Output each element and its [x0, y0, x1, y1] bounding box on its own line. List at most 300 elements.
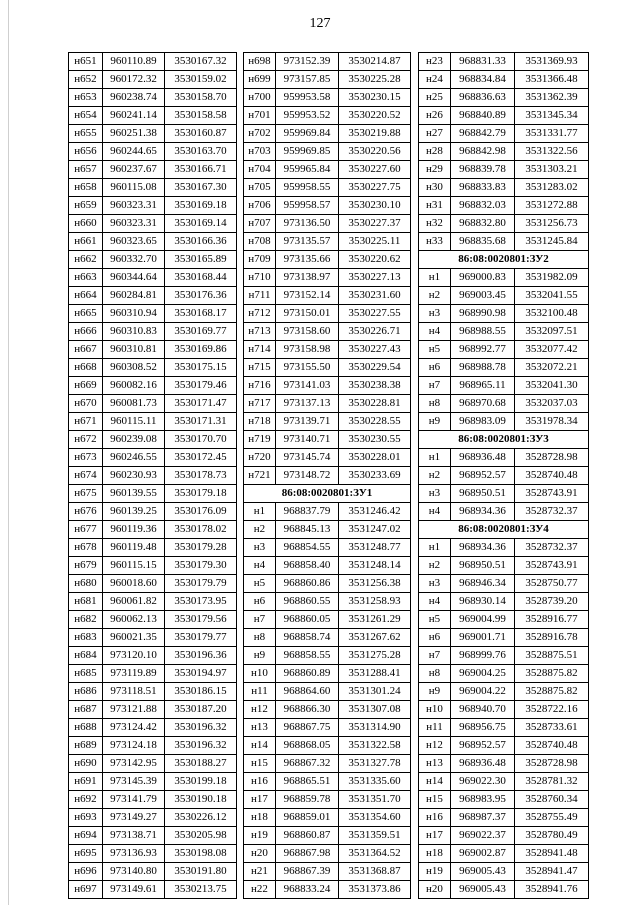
table-row [244, 197, 411, 215]
y-coordinate-cell: 3530167.32 [165, 53, 237, 71]
y-coordinate-cell: 3530169.18 [165, 197, 237, 215]
x-coordinate-cell: 973119.89 [103, 665, 165, 683]
x-coordinate-cell: 968988.78 [451, 359, 515, 377]
y-coordinate-cell: 3528755.49 [515, 809, 589, 827]
point-id-cell: н698 [244, 53, 276, 71]
x-coordinate-cell: 969004.99 [451, 611, 515, 629]
y-coordinate-cell: 3530227.43 [339, 341, 411, 359]
y-coordinate-cell: 3530214.87 [339, 53, 411, 71]
x-coordinate-cell: 973136.50 [276, 215, 339, 233]
point-id-cell: н33 [419, 233, 451, 251]
table-row [419, 701, 589, 719]
table-row [244, 395, 411, 413]
point-id-cell: н717 [244, 395, 276, 413]
section-header-row [419, 431, 589, 449]
x-coordinate-cell: 973140.71 [276, 431, 339, 449]
point-id-cell: н9 [419, 683, 451, 701]
x-coordinate-cell: 960237.67 [103, 161, 165, 179]
point-id-cell: н653 [69, 89, 103, 107]
y-coordinate-cell: 3530158.58 [165, 107, 237, 125]
point-id-cell: н1 [419, 269, 451, 287]
x-coordinate-cell: 969002.87 [451, 845, 515, 863]
table-row [244, 323, 411, 341]
x-coordinate-cell: 968946.34 [451, 575, 515, 593]
point-id-cell: н702 [244, 125, 276, 143]
point-id-cell: н4 [419, 323, 451, 341]
x-coordinate-cell: 968845.13 [276, 521, 339, 539]
table-row [69, 611, 237, 629]
y-coordinate-cell: 3530166.71 [165, 161, 237, 179]
x-coordinate-cell: 968833.24 [276, 881, 339, 899]
x-coordinate-cell: 960323.31 [103, 215, 165, 233]
table-row [69, 269, 237, 287]
table-row [69, 107, 237, 125]
x-coordinate-cell: 968983.95 [451, 791, 515, 809]
point-id-cell: н24 [419, 71, 451, 89]
table-row [69, 179, 237, 197]
coordinates-table-column-1 [68, 52, 237, 899]
point-id-cell: н3 [419, 485, 451, 503]
y-coordinate-cell: 3530205.98 [165, 827, 237, 845]
x-coordinate-cell: 960115.11 [103, 413, 165, 431]
point-id-cell: н3 [419, 305, 451, 323]
point-id-cell: н690 [69, 755, 103, 773]
table-row [69, 863, 237, 881]
x-coordinate-cell: 960344.64 [103, 269, 165, 287]
table-row [69, 449, 237, 467]
y-coordinate-cell: 3530227.60 [339, 161, 411, 179]
point-id-cell: н706 [244, 197, 276, 215]
table-row [419, 791, 589, 809]
point-id-cell: н662 [69, 251, 103, 269]
y-coordinate-cell: 3530171.31 [165, 413, 237, 431]
point-id-cell: н3 [419, 575, 451, 593]
y-coordinate-cell: 3530220.62 [339, 251, 411, 269]
x-coordinate-cell: 960238.74 [103, 89, 165, 107]
point-id-cell: н657 [69, 161, 103, 179]
x-coordinate-cell: 973142.95 [103, 755, 165, 773]
table-row [244, 611, 411, 629]
x-coordinate-cell: 968859.01 [276, 809, 339, 827]
point-id-cell: н11 [244, 683, 276, 701]
table-row [69, 467, 237, 485]
table-row [244, 377, 411, 395]
x-coordinate-cell: 973138.71 [103, 827, 165, 845]
table-row [244, 755, 411, 773]
table-row [419, 395, 589, 413]
table-row [69, 125, 237, 143]
table-row [69, 89, 237, 107]
point-id-cell: н2 [244, 521, 276, 539]
point-id-cell: н15 [244, 755, 276, 773]
table-row [244, 125, 411, 143]
x-coordinate-cell: 969022.37 [451, 827, 515, 845]
point-id-cell: н684 [69, 647, 103, 665]
y-coordinate-cell: 3530196.32 [165, 719, 237, 737]
section-header-row [244, 485, 411, 503]
x-coordinate-cell: 959969.84 [276, 125, 339, 143]
x-coordinate-cell: 973149.61 [103, 881, 165, 899]
x-coordinate-cell: 973145.39 [103, 773, 165, 791]
point-id-cell: н22 [244, 881, 276, 899]
x-coordinate-cell: 973152.39 [276, 53, 339, 71]
table-row [69, 431, 237, 449]
table-row [69, 143, 237, 161]
x-coordinate-cell: 973120.10 [103, 647, 165, 665]
point-id-cell: н673 [69, 449, 103, 467]
y-coordinate-cell: 3528740.48 [515, 737, 589, 755]
x-coordinate-cell: 960062.13 [103, 611, 165, 629]
y-coordinate-cell: 3530188.27 [165, 755, 237, 773]
point-id-cell: н1 [244, 503, 276, 521]
y-coordinate-cell: 3532041.30 [515, 377, 589, 395]
point-id-cell: н5 [244, 575, 276, 593]
table-row [69, 755, 237, 773]
y-coordinate-cell: 3530194.97 [165, 665, 237, 683]
x-coordinate-cell: 960310.81 [103, 341, 165, 359]
point-id-cell: н677 [69, 521, 103, 539]
x-coordinate-cell: 960061.82 [103, 593, 165, 611]
x-coordinate-cell: 960018.60 [103, 575, 165, 593]
y-coordinate-cell: 3530168.44 [165, 269, 237, 287]
table-row [69, 71, 237, 89]
y-coordinate-cell: 3531248.77 [339, 539, 411, 557]
table-row [419, 485, 589, 503]
y-coordinate-cell: 3530227.75 [339, 179, 411, 197]
y-coordinate-cell: 3530179.28 [165, 539, 237, 557]
point-id-cell: н8 [244, 629, 276, 647]
y-coordinate-cell: 3530225.28 [339, 71, 411, 89]
point-id-cell: н8 [419, 395, 451, 413]
table-row [244, 251, 411, 269]
table-row [419, 161, 589, 179]
y-coordinate-cell: 3532041.55 [515, 287, 589, 305]
table-row [69, 359, 237, 377]
x-coordinate-cell: 960323.31 [103, 197, 165, 215]
table-row [419, 197, 589, 215]
x-coordinate-cell: 960308.52 [103, 359, 165, 377]
table-row [69, 377, 237, 395]
table-row [419, 287, 589, 305]
y-coordinate-cell: 3531288.41 [339, 665, 411, 683]
point-id-cell: н669 [69, 377, 103, 395]
x-coordinate-cell: 960251.38 [103, 125, 165, 143]
y-coordinate-cell: 3530166.36 [165, 233, 237, 251]
point-id-cell: н10 [419, 701, 451, 719]
point-id-cell: н709 [244, 251, 276, 269]
y-coordinate-cell: 3530179.56 [165, 611, 237, 629]
table-row [244, 539, 411, 557]
x-coordinate-cell: 973158.60 [276, 323, 339, 341]
table-row [244, 647, 411, 665]
y-coordinate-cell: 3530175.15 [165, 359, 237, 377]
x-coordinate-cell: 968988.55 [451, 323, 515, 341]
y-coordinate-cell: 3530230.55 [339, 431, 411, 449]
x-coordinate-cell: 968860.55 [276, 593, 339, 611]
table-row [244, 593, 411, 611]
x-coordinate-cell: 968860.86 [276, 575, 339, 593]
table-row [69, 575, 237, 593]
y-coordinate-cell: 3532072.21 [515, 359, 589, 377]
table-row [244, 53, 411, 71]
y-coordinate-cell: 3528732.37 [515, 539, 589, 557]
point-id-cell: н27 [419, 125, 451, 143]
table-row [244, 449, 411, 467]
point-id-cell: н679 [69, 557, 103, 575]
y-coordinate-cell: 3530186.15 [165, 683, 237, 701]
table-row [419, 809, 589, 827]
point-id-cell: н1 [419, 539, 451, 557]
table-row [69, 701, 237, 719]
table-row [419, 647, 589, 665]
table-row [419, 215, 589, 233]
table-row [69, 161, 237, 179]
point-id-cell: н14 [419, 773, 451, 791]
y-coordinate-cell: 3531256.38 [339, 575, 411, 593]
point-id-cell: н10 [244, 665, 276, 683]
y-coordinate-cell: 3528760.34 [515, 791, 589, 809]
x-coordinate-cell: 968987.37 [451, 809, 515, 827]
x-coordinate-cell: 960230.93 [103, 467, 165, 485]
table-row [244, 845, 411, 863]
x-coordinate-cell: 968860.87 [276, 827, 339, 845]
point-id-cell: н1 [419, 449, 451, 467]
y-coordinate-cell: 3530227.55 [339, 305, 411, 323]
x-coordinate-cell: 968867.32 [276, 755, 339, 773]
point-id-cell: н715 [244, 359, 276, 377]
x-coordinate-cell: 968833.83 [451, 179, 515, 197]
y-coordinate-cell: 3530172.45 [165, 449, 237, 467]
section-header-row [419, 521, 589, 539]
point-id-cell: н685 [69, 665, 103, 683]
point-id-cell: н692 [69, 791, 103, 809]
point-id-cell: н682 [69, 611, 103, 629]
y-coordinate-cell: 3528941.48 [515, 845, 589, 863]
x-coordinate-cell: 960082.16 [103, 377, 165, 395]
y-coordinate-cell: 3530163.70 [165, 143, 237, 161]
y-coordinate-cell: 3530179.46 [165, 377, 237, 395]
table-row [69, 413, 237, 431]
x-coordinate-cell: 959953.52 [276, 107, 339, 125]
point-id-cell: н694 [69, 827, 103, 845]
point-id-cell: н668 [69, 359, 103, 377]
y-coordinate-cell: 3528728.98 [515, 755, 589, 773]
x-coordinate-cell: 968930.14 [451, 593, 515, 611]
y-coordinate-cell: 3532037.03 [515, 395, 589, 413]
table-row [244, 503, 411, 521]
y-coordinate-cell: 3531373.86 [339, 881, 411, 899]
point-id-cell: н680 [69, 575, 103, 593]
table-row [69, 683, 237, 701]
x-coordinate-cell: 968868.05 [276, 737, 339, 755]
cadastral-number-label: 86:08:0020801:ЗУ1 [244, 485, 411, 503]
point-id-cell: н678 [69, 539, 103, 557]
x-coordinate-cell: 968867.75 [276, 719, 339, 737]
point-id-cell: н6 [419, 629, 451, 647]
x-coordinate-cell: 973121.88 [103, 701, 165, 719]
point-id-cell: н4 [419, 593, 451, 611]
table-row [244, 827, 411, 845]
page-number: 127 [309, 16, 331, 31]
y-coordinate-cell: 3530228.81 [339, 395, 411, 413]
point-id-cell: н672 [69, 431, 103, 449]
x-coordinate-cell: 968858.55 [276, 647, 339, 665]
x-coordinate-cell: 968837.79 [276, 503, 339, 521]
x-coordinate-cell: 960139.55 [103, 485, 165, 503]
x-coordinate-cell: 968832.03 [451, 197, 515, 215]
x-coordinate-cell: 973141.79 [103, 791, 165, 809]
coordinates-table-column-3 [418, 52, 589, 899]
table-row [244, 863, 411, 881]
point-id-cell: н667 [69, 341, 103, 359]
x-coordinate-cell: 959953.58 [276, 89, 339, 107]
x-coordinate-cell: 968950.51 [451, 557, 515, 575]
y-coordinate-cell: 3530178.73 [165, 467, 237, 485]
y-coordinate-cell: 3530227.37 [339, 215, 411, 233]
point-id-cell: н9 [244, 647, 276, 665]
table-row [419, 413, 589, 431]
y-coordinate-cell: 3531246.42 [339, 503, 411, 521]
point-id-cell: н15 [419, 791, 451, 809]
table-row [244, 233, 411, 251]
point-id-cell: н703 [244, 143, 276, 161]
x-coordinate-cell: 973155.50 [276, 359, 339, 377]
point-id-cell: н18 [419, 845, 451, 863]
y-coordinate-cell: 3530226.71 [339, 323, 411, 341]
point-id-cell: н20 [419, 881, 451, 899]
y-coordinate-cell: 3531322.56 [515, 143, 589, 161]
point-id-cell: н674 [69, 467, 103, 485]
table-row [69, 521, 237, 539]
point-id-cell: н655 [69, 125, 103, 143]
y-coordinate-cell: 3531248.14 [339, 557, 411, 575]
point-id-cell: н13 [244, 719, 276, 737]
point-id-cell: н716 [244, 377, 276, 395]
y-coordinate-cell: 3528728.98 [515, 449, 589, 467]
table-row [244, 557, 411, 575]
point-id-cell: н4 [419, 503, 451, 521]
table-row [244, 89, 411, 107]
y-coordinate-cell: 3531335.60 [339, 773, 411, 791]
x-coordinate-cell: 968834.84 [451, 71, 515, 89]
point-id-cell: н6 [419, 359, 451, 377]
x-coordinate-cell: 960284.81 [103, 287, 165, 305]
table-row [419, 125, 589, 143]
y-coordinate-cell: 3532100.48 [515, 305, 589, 323]
point-id-cell: н7 [244, 611, 276, 629]
point-id-cell: н16 [419, 809, 451, 827]
x-coordinate-cell: 973140.80 [103, 863, 165, 881]
y-coordinate-cell: 3530213.75 [165, 881, 237, 899]
x-coordinate-cell: 969022.30 [451, 773, 515, 791]
point-id-cell: н691 [69, 773, 103, 791]
point-id-cell: н13 [419, 755, 451, 773]
y-coordinate-cell: 3530226.12 [165, 809, 237, 827]
y-coordinate-cell: 3530227.13 [339, 269, 411, 287]
table-row [69, 719, 237, 737]
x-coordinate-cell: 969004.22 [451, 683, 515, 701]
x-coordinate-cell: 973139.71 [276, 413, 339, 431]
y-coordinate-cell: 3530230.15 [339, 89, 411, 107]
x-coordinate-cell: 973124.18 [103, 737, 165, 755]
x-coordinate-cell: 968835.68 [451, 233, 515, 251]
y-coordinate-cell: 3530159.02 [165, 71, 237, 89]
y-coordinate-cell: 3530171.47 [165, 395, 237, 413]
x-coordinate-cell: 960310.94 [103, 305, 165, 323]
point-id-cell: н720 [244, 449, 276, 467]
point-id-cell: н707 [244, 215, 276, 233]
y-coordinate-cell: 3528743.91 [515, 485, 589, 503]
table-row [419, 863, 589, 881]
x-coordinate-cell: 960323.65 [103, 233, 165, 251]
x-coordinate-cell: 968839.78 [451, 161, 515, 179]
y-coordinate-cell: 3530167.30 [165, 179, 237, 197]
table-row [244, 179, 411, 197]
point-id-cell: н7 [419, 647, 451, 665]
point-id-cell: н701 [244, 107, 276, 125]
x-coordinate-cell: 973118.51 [103, 683, 165, 701]
table-row [69, 791, 237, 809]
table-row [69, 323, 237, 341]
x-coordinate-cell: 968854.55 [276, 539, 339, 557]
table-row [419, 827, 589, 845]
x-coordinate-cell: 960239.08 [103, 431, 165, 449]
point-id-cell: н676 [69, 503, 103, 521]
y-coordinate-cell: 3530169.86 [165, 341, 237, 359]
x-coordinate-cell: 973141.03 [276, 377, 339, 395]
table-row [244, 737, 411, 755]
y-coordinate-cell: 3530225.11 [339, 233, 411, 251]
y-coordinate-cell: 3530228.01 [339, 449, 411, 467]
point-id-cell: н711 [244, 287, 276, 305]
table-row [69, 593, 237, 611]
y-coordinate-cell: 3530190.18 [165, 791, 237, 809]
table-row [69, 845, 237, 863]
table-row [419, 143, 589, 161]
table-row [419, 629, 589, 647]
x-coordinate-cell: 973148.72 [276, 467, 339, 485]
table-row [419, 881, 589, 899]
x-coordinate-cell: 960244.65 [103, 143, 165, 161]
table-row [419, 377, 589, 395]
x-coordinate-cell: 960119.36 [103, 521, 165, 539]
point-id-cell: н675 [69, 485, 103, 503]
y-coordinate-cell: 3528750.77 [515, 575, 589, 593]
y-coordinate-cell: 3528875.51 [515, 647, 589, 665]
y-coordinate-cell: 3531256.73 [515, 215, 589, 233]
x-coordinate-cell: 968936.48 [451, 755, 515, 773]
table-row [244, 629, 411, 647]
table-row [244, 773, 411, 791]
y-coordinate-cell: 3530179.79 [165, 575, 237, 593]
y-coordinate-cell: 3531351.70 [339, 791, 411, 809]
x-coordinate-cell: 968956.75 [451, 719, 515, 737]
y-coordinate-cell: 3530168.17 [165, 305, 237, 323]
y-coordinate-cell: 3528743.91 [515, 557, 589, 575]
y-coordinate-cell: 3530198.08 [165, 845, 237, 863]
table-row [419, 89, 589, 107]
x-coordinate-cell: 960332.70 [103, 251, 165, 269]
point-id-cell: н3 [244, 539, 276, 557]
x-coordinate-cell: 968970.68 [451, 395, 515, 413]
point-id-cell: н661 [69, 233, 103, 251]
x-coordinate-cell: 968940.70 [451, 701, 515, 719]
y-coordinate-cell: 3531247.02 [339, 521, 411, 539]
table-row [69, 287, 237, 305]
y-coordinate-cell: 3531362.39 [515, 89, 589, 107]
point-id-cell: н695 [69, 845, 103, 863]
y-coordinate-cell: 3530191.80 [165, 863, 237, 881]
